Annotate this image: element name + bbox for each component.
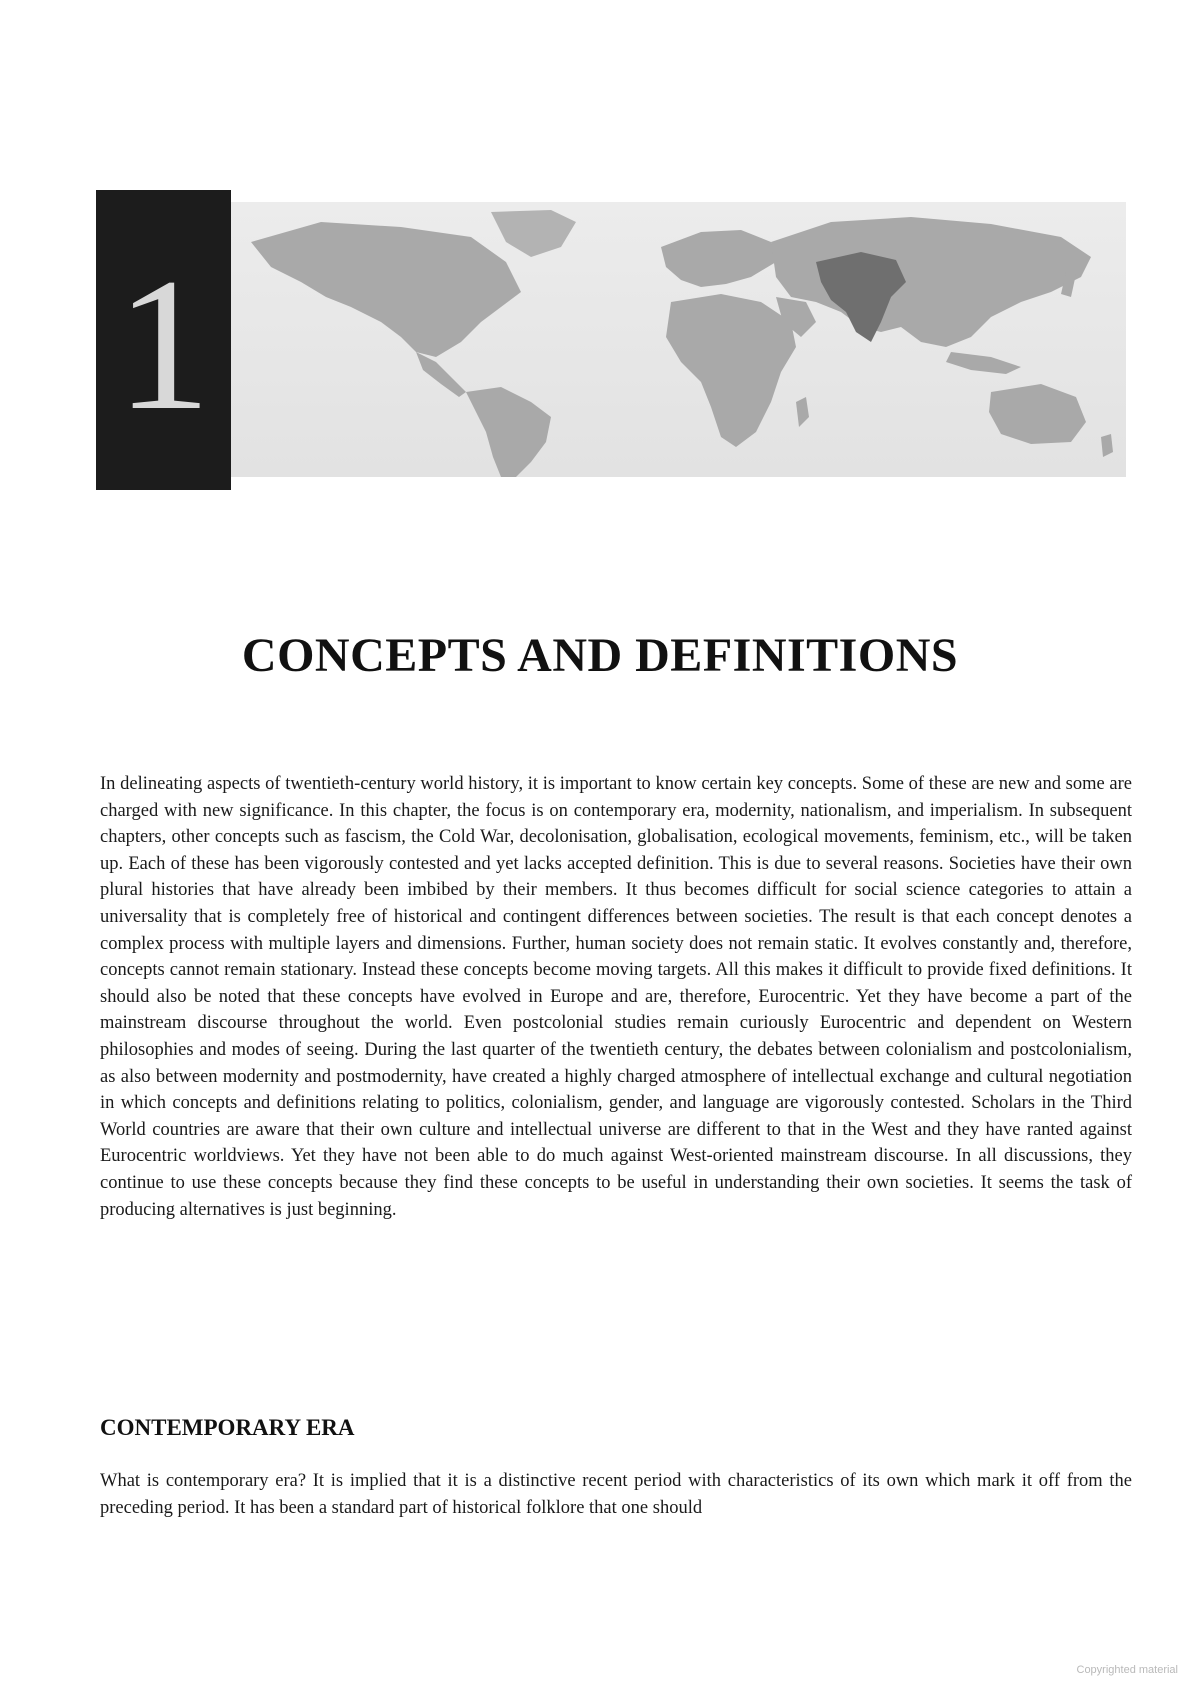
chapter-number-block [96,190,231,490]
world-map-illustration [231,202,1126,477]
map-north-america [251,222,521,357]
map-central-america [416,352,466,397]
map-africa [666,294,796,447]
map-greenland [491,210,576,257]
map-madagascar [796,397,809,427]
map-asia [771,217,1091,347]
map-new-zealand [1101,434,1113,457]
copyright-stamp: Copyrighted material [1076,1664,1178,1676]
map-europe [661,230,776,287]
map-australia [989,384,1086,444]
chapter-title: CONCEPTS AND DEFINITIONS [241,629,959,682]
world-map-graphic [231,202,1126,477]
map-southeast-asia [946,352,1021,374]
section-heading: CONTEMPORARY ERA [100,1415,355,1440]
intro-paragraph: In delineating aspects of twentieth-century world history, it is important to know certain key concepts. Some of these are new and some are charged with new significance. In this chapter, the focus is on contemporary era, modernity, nationalism, and imperialism. In subsequent chapters, other concepts such as fascism, the Cold War, decolonisation, globalisation, ecological movements, feminism, etc., will be taken up. Each of these has been vigorously contested and yet lacks accepted definition. This is due to several reasons. Societies have their own plural histories that have already been imbibed by their members. It thus becomes difficult for social science categories to attain a universality that is completely free of historical and contingent differences between societies. The result is that each concept denotes a complex process with multiple layers and dimensions. Further, human society does not remain static. It evolves constantly and, therefore, concepts cannot remain stationary. Instead these concepts become moving targets. All this makes it difficult to provide fixed definitions. It should also be noted that these concepts have evolved in Europe and are, therefore, Eurocentric. Yet they have become a part of the mainstream discourse throughout the world. Even postcolonial studies remain curiously Eurocentric and dependent on Western philosophies and modes of seeing. During the last quarter of the twentieth century, the debates between colonialism and postcolonialism, as also between modernity and postmodernity, have created a highly charged atmosphere of intellectual exchange and cultural negotiation in which concepts and definitions relating to politics, colonialism, gender, and language are vigorously contested. Scholars in the Third World countries are aware that their own culture and intellectual universe are different to that in the West and they have ranted against Eurocentric worldviews. Yet they have not been able to do much against West-oriented mainstream discourse. In all discussions, they continue to use these concepts because they find these concepts to be useful in understanding their own societies. It seems the task of producing alternatives is just beginning. [100,774,1132,1220]
chapter-number: 1 [116,240,211,450]
section-paragraph: What is contemporary era? It is implied that it is a distinctive recent period with characteristics of its own which mark it off from the preceding period. It has been a standard part of historical folklore that one should [100,1471,1132,1518]
chapter-banner [96,190,1126,490]
map-south-america [466,387,551,477]
